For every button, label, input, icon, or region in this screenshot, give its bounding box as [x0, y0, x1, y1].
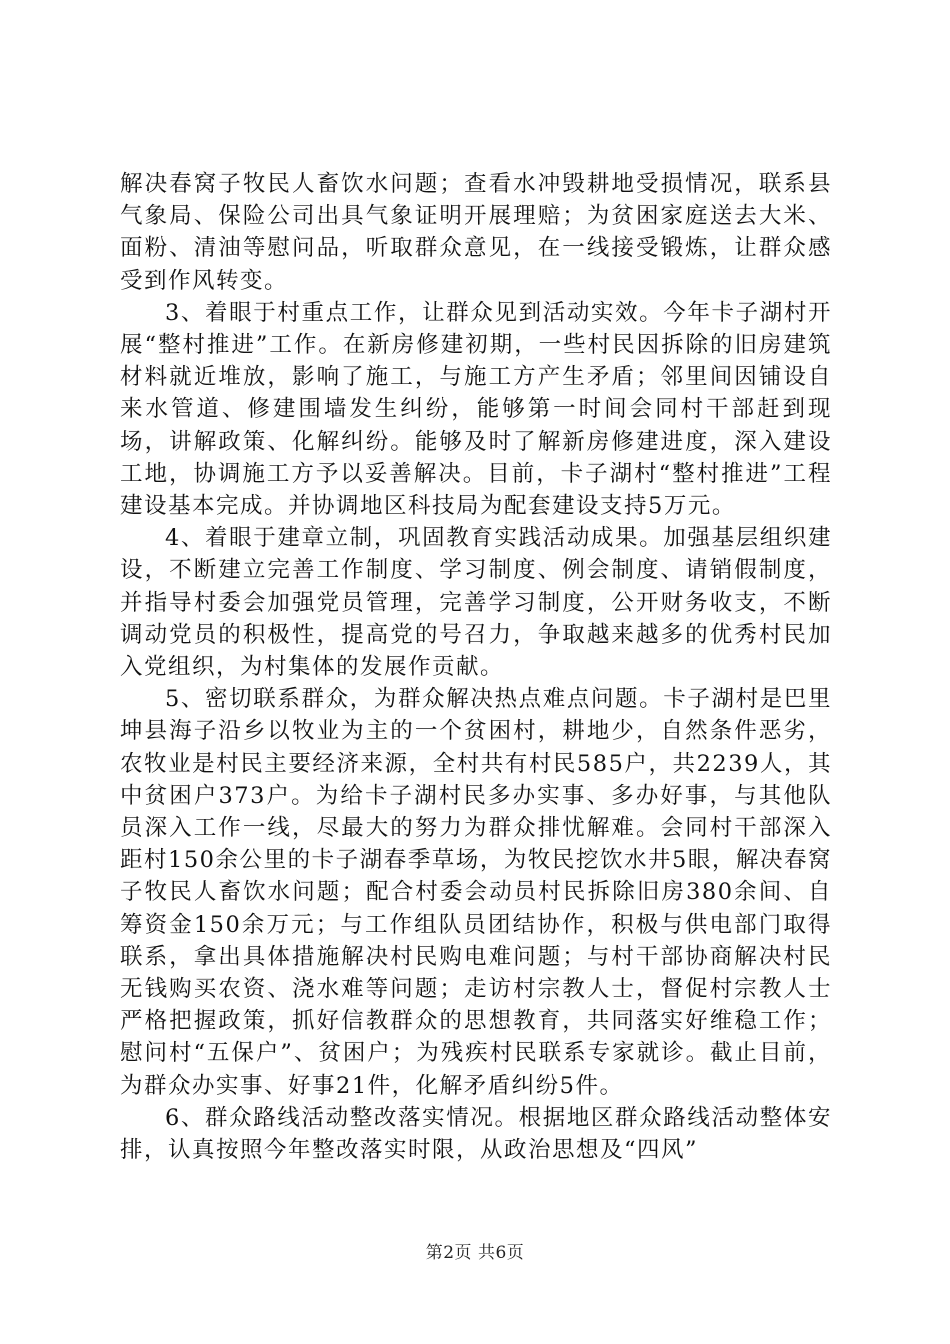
paragraph-continuation: 解决春窝子牧民人畜饮水问题；查看水冲毁耕地受损情况，联系县气象局、保险公司出具气象证明开展理赔；为贫困家庭送去大米、面粉、清油等慰问品，听取群众意见，在一线接受锻炼，让群众感受到作风转变。: [120, 171, 832, 294]
paragraph-item-3: 3、着眼于村重点工作，让群众见到活动实效。今年卡子湖村开展“整村推进”工作。在新房修建初期，一些村民因拆除的旧房建筑材料就近堆放，影响了施工，与施工方产生矛盾；邻里间因铺设自来水管道、修建围墙发生纠纷，能够第一时间会同村干部赶到现场，讲解政策、化解纠纷。能够及时了解新房修建进度，深入建设工地，协调施工方予以妥善解决。目前，卡子湖村“整村推进”工程建设基本完成。并协调地区科技局为配套建设支持5万元。: [120, 299, 832, 520]
document-body: [120, 168, 832, 1166]
paragraph-item-6: 6、群众路线活动整改落实情况。根据地区群众路线活动整体安排，认真按照今年整改落实时限，从政治思想及“四风”: [120, 1104, 832, 1164]
paragraph-item-5: 5、密切联系群众，为群众解决热点难点问题。卡子湖村是巴里坤县海子沿乡以牧业为主的一个贫困村，耕地少，自然条件恶劣，农牧业是村民主要经济来源，全村共有村民585户，共2239人，其中贫困户373户。为给卡子湖村民多办实事、多办好事，与其他队员深入工作一线，尽最大的努力为群众排忧解难。会同村干部深入距村150余公里的卡子湖春季草场，为牧民挖饮水井5眼，解决春窝子牧民人畜饮水问题；配合村委会动员村民拆除旧房380余间、自筹资金150余万元；与工作组队员团结协作，积极与供电部门取得联系，拿出具体措施解决村民购电难问题；与村干部协商解决村民无钱购买农资、浇水难等问题；走访村宗教人士，督促村宗教人士严格把握政策，抓好信教群众的思想教育，共同落实好维稳工作；慰问村“五保户”、贫困户；为残疾村民联系专家就诊。截止目前，为群众办实事、好事21件，化解矛盾纠纷5件。: [120, 686, 832, 1099]
paragraph-item-4: 4、着眼于建章立制，巩固教育实践活动成果。加强基层组织建设，不断建立完善工作制度、学习制度、例会制度、请销假制度，并指导村委会加强党员管理，完善学习制度，公开财务收支，不断调动党员的积极性，提高党的号召力，争取越来越多的优秀村民加入党组织，为村集体的发展作贡献。: [120, 525, 832, 681]
page-number-footer: 第2页 共6页: [425, 1243, 525, 1263]
